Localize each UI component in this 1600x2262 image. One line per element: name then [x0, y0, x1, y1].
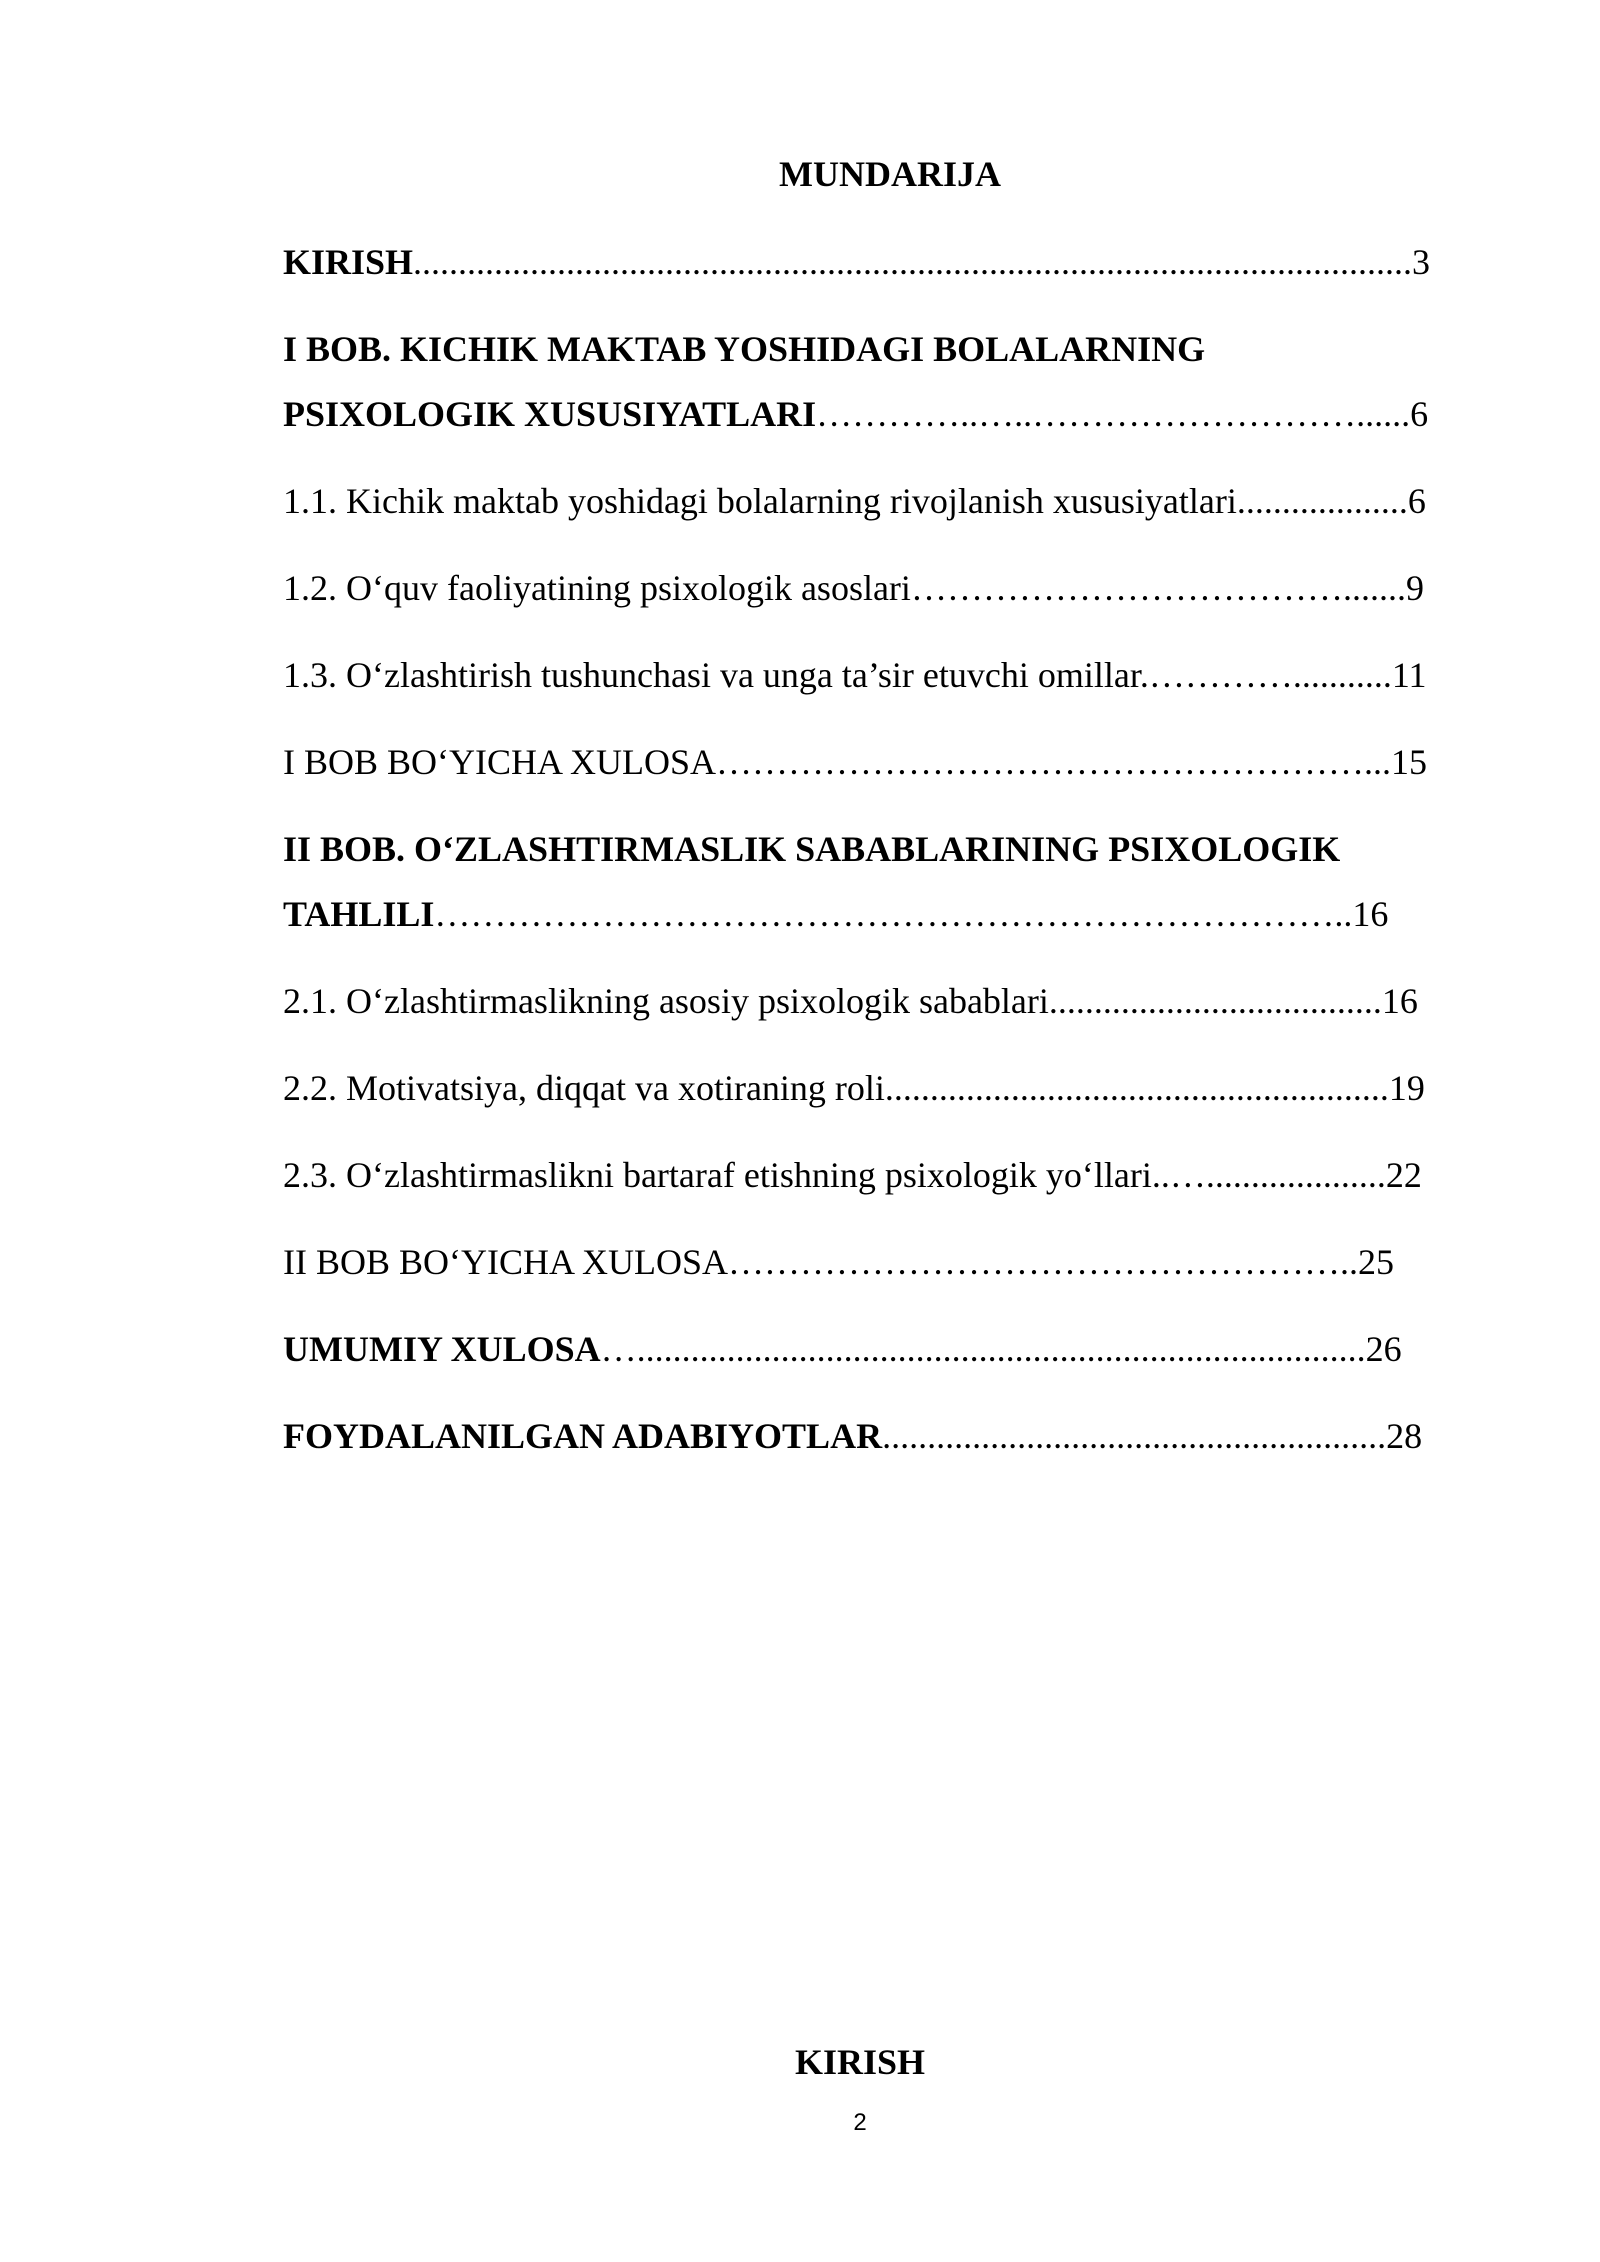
toc-entry-chapter-2[interactable] — [283, 827, 1483, 979]
toc-entry-leader: ............................................................................................................... — [413, 242, 1413, 282]
toc-entry-leader: ………………………………………………... — [716, 742, 1392, 782]
toc-entry-label: 2.3. O‘zlashtirmaslikni bartaraf etishning psixologik yo‘llari — [283, 1155, 1152, 1195]
toc-entry-label: PSIXOLOGIK XUSUSIYATLARI — [283, 394, 817, 434]
toc-entry-general-conclusion[interactable] — [283, 1327, 1483, 1414]
table-of-contents — [283, 240, 1483, 1501]
toc-entry-leader: ..….................... — [1151, 1155, 1386, 1195]
page-number: 2 — [853, 2109, 867, 2136]
toc-entry-label: I BOB BO‘YICHA XULOSA — [283, 742, 717, 782]
toc-entry-label: 1.2. O‘quv faoliyatining psixologik asoslari — [283, 568, 911, 608]
toc-entry-page: 3 — [1412, 242, 1431, 282]
toc-entry-page: 28 — [1386, 1416, 1423, 1456]
toc-entry-page: 15 — [1391, 742, 1428, 782]
toc-entry-1-2[interactable] — [283, 566, 1483, 653]
toc-entry-label: 2.2. Motivatsiya, diqqat va xotiraning roli — [283, 1068, 885, 1108]
toc-entry-chapter-2-conclusion[interactable] — [283, 1240, 1483, 1327]
toc-entry-leader: ........................................................ — [884, 1068, 1389, 1108]
toc-entry-label: 2.1. O‘zlashtirmaslikning asosiy psixologik sabablari — [283, 981, 1049, 1021]
toc-entry-1-3[interactable] — [283, 653, 1483, 740]
toc-entry-leader: …………..…..………………………...... — [816, 394, 1411, 434]
toc-entry-leader: ................... — [1236, 481, 1408, 521]
toc-entry-leader: ………………………………………………………………….. — [434, 894, 1353, 934]
toc-entry-label: II BOB BO‘YICHA XULOSA — [283, 1242, 729, 1282]
toc-entry-label: KIRISH — [283, 242, 414, 282]
toc-entry-label: 1.1. Kichik maktab yoshidagi bolalarning rivojlanish xususiyatlari — [283, 481, 1237, 521]
toc-entry-page: 16 — [1381, 981, 1418, 1021]
toc-entry-2-2[interactable] — [283, 1066, 1483, 1153]
toc-entry-leader: .…………........... — [1139, 655, 1392, 695]
toc-entry-page: 6 — [1407, 481, 1426, 521]
toc-entry-page: 6 — [1410, 394, 1429, 434]
toc-entry-leader: ........................................................ — [882, 1416, 1387, 1456]
toc-entry-label-line1: I BOB. KICHIK MAKTAB YOSHIDAGI BOLALARNING — [283, 329, 1206, 369]
toc-entry-2-1[interactable] — [283, 979, 1483, 1066]
toc-entry-label-line1: II BOB. O‘ZLASHTIRMASLIK SABABLARINING PSIXOLOGIK — [283, 829, 1341, 869]
toc-entry-label: TAHLILI — [283, 894, 435, 934]
section-heading: KIRISH — [794, 2042, 926, 2082]
toc-entry-1-1[interactable] — [283, 479, 1483, 566]
toc-entry-leader: ………………………………....... — [910, 568, 1406, 608]
toc-entry-leader: …................................................................................. — [600, 1329, 1366, 1369]
toc-entry-chapter-1-conclusion[interactable] — [283, 740, 1483, 827]
toc-entry-label: FOYDALANILGAN ADABIYOTLAR — [283, 1416, 883, 1456]
toc-entry-references[interactable] — [283, 1414, 1483, 1501]
toc-entry-page: 25 — [1358, 1242, 1395, 1282]
toc-entry-leader: ..................................... — [1048, 981, 1382, 1021]
toc-entry-page: 22 — [1385, 1155, 1422, 1195]
page-title: MUNDARIJA — [779, 154, 1001, 194]
toc-entry-page: 11 — [1391, 655, 1427, 695]
toc-entry-page: 9 — [1405, 568, 1424, 608]
toc-entry-2-3[interactable] — [283, 1153, 1483, 1240]
toc-entry-leader: …………………………………………….. — [728, 1242, 1359, 1282]
toc-entry-page: 16 — [1352, 894, 1389, 934]
toc-entry-label: 1.3. O‘zlashtirish tushunchasi va unga ta’sir etuvchi omillar — [283, 655, 1140, 695]
toc-entry-chapter-1[interactable] — [283, 327, 1483, 479]
toc-entry-label: UMUMIY XULOSA — [283, 1329, 601, 1369]
toc-entry-page: 26 — [1365, 1329, 1402, 1369]
toc-entry-kirish[interactable] — [283, 240, 1483, 327]
toc-entry-page: 19 — [1388, 1068, 1425, 1108]
